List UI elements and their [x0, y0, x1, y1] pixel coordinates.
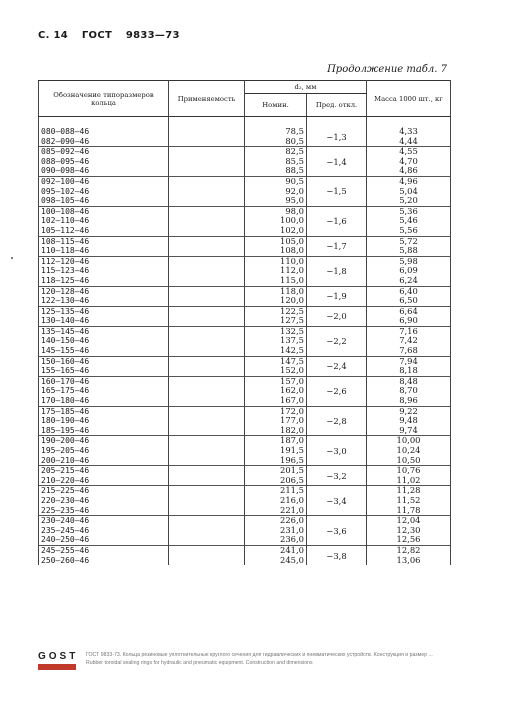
- nominal-cell: [245, 406, 307, 436]
- nominal-cell: [245, 466, 307, 486]
- nominal-cell-value: 137,5: [280, 335, 304, 346]
- nominal-cell-value: 115,0: [280, 274, 304, 285]
- nominal-cell-value: 142,5: [280, 345, 304, 356]
- nominal-cell-value: 100,0: [280, 215, 304, 226]
- mass-cell-value: 4,55: [399, 146, 418, 157]
- tolerance-cell: −2,8: [307, 406, 367, 436]
- mass-cell: [367, 236, 451, 256]
- tolerance-cell: −3,6: [307, 516, 367, 546]
- nominal-cell-value: 90,5: [285, 175, 304, 186]
- application-cell: [169, 147, 245, 177]
- nominal-cell-value: 110,0: [280, 255, 304, 266]
- designation-cell-value: 190—200—46: [41, 436, 90, 446]
- tolerance-cell: −1,5: [307, 176, 367, 206]
- mass-cell-value: 5,36: [399, 205, 418, 216]
- tolerance-cell: −1,7: [307, 236, 367, 256]
- application-cell: [169, 286, 245, 306]
- table-row: [39, 117, 451, 147]
- designation-cell-value: 180—190—46: [41, 416, 90, 426]
- col-mass-header: Масса 1000 шт., кг: [367, 81, 451, 117]
- footer-line-ru: ГОСТ 9833-73. Кольца резиновые уплотнительные круглого сечения для гидравлических и пневматических устройств. Конструкция и размер ...: [86, 652, 433, 658]
- mass-cell-value: 11,28: [396, 485, 421, 496]
- designation-cell: [39, 286, 169, 306]
- application-cell: [169, 356, 245, 376]
- nominal-cell: [245, 286, 307, 306]
- nominal-cell-value: 172,0: [280, 405, 304, 416]
- designation-cell-value: 145—155—46: [41, 346, 90, 356]
- designation-cell-value: 095—102—46: [41, 186, 90, 196]
- nominal-cell-value: 187,0: [280, 435, 304, 446]
- nominal-cell-value: 216,0: [280, 494, 304, 505]
- designation-cell: [39, 176, 169, 206]
- designation-cell: [39, 147, 169, 177]
- mass-cell-value: 12,30: [396, 524, 421, 535]
- designation-cell: [39, 117, 169, 147]
- tolerance-cell: −3,8: [307, 545, 367, 565]
- nominal-cell-value: 98,0: [285, 205, 304, 216]
- designation-cell-value: 105—112—46: [41, 225, 90, 235]
- tolerance-cell: −3,2: [307, 466, 367, 486]
- mass-cell: [367, 326, 451, 356]
- application-cell: [169, 256, 245, 286]
- designation-cell-value: 250—260—46: [41, 555, 90, 565]
- tolerance-cell: −3,0: [307, 436, 367, 466]
- tolerance-cell: −1,6: [307, 206, 367, 236]
- designation-cell-value: 215—225—46: [41, 486, 90, 496]
- nominal-cell: [245, 376, 307, 406]
- designation-cell-value: 230—240—46: [41, 516, 90, 526]
- table-row: [39, 147, 451, 177]
- designation-cell-value: 120—128—46: [41, 286, 90, 296]
- mass-cell: [367, 176, 451, 206]
- designation-cell: [39, 306, 169, 326]
- table-row: [39, 466, 451, 486]
- mass-cell-value: 7,16: [399, 325, 418, 336]
- mass-cell-value: 7,42: [399, 335, 418, 346]
- mass-cell-value: 12,82: [396, 544, 421, 555]
- mass-cell-value: 7,94: [399, 355, 418, 366]
- nominal-cell-value: 196,5: [280, 454, 304, 465]
- designation-cell-value: 220—230—46: [41, 495, 90, 505]
- table-row: [39, 206, 451, 236]
- table-row: [39, 286, 451, 306]
- nominal-cell-value: 221,0: [280, 504, 304, 515]
- designation-cell-value: 165—175—46: [41, 386, 90, 396]
- designation-cell-value: 240—250—46: [41, 535, 90, 545]
- mass-cell-value: 5,88: [399, 245, 418, 256]
- application-cell: [169, 306, 245, 326]
- nominal-cell-value: 80,5: [285, 135, 304, 146]
- table-row: [39, 376, 451, 406]
- designation-cell-value: 088—095—46: [41, 156, 90, 166]
- table-row: [39, 326, 451, 356]
- table-row: [39, 545, 451, 565]
- nominal-cell: [245, 306, 307, 326]
- designation-cell-value: 082—090—46: [41, 136, 90, 146]
- mass-cell-value: 12,04: [396, 515, 421, 526]
- ring-size-table: [38, 80, 451, 565]
- designation-cell: [39, 545, 169, 565]
- nominal-cell: [245, 516, 307, 546]
- standard-label: ГОСТ: [81, 30, 113, 41]
- nominal-cell-value: 177,0: [280, 415, 304, 426]
- mass-cell-value: 7,68: [399, 345, 418, 356]
- designation-cell-value: 135—145—46: [41, 326, 90, 336]
- nominal-cell-value: 226,0: [280, 515, 304, 526]
- designation-cell-value: 175—185—46: [41, 406, 90, 416]
- designation-cell-value: 080—088—46: [41, 127, 90, 136]
- mass-cell-value: 5,04: [399, 185, 418, 196]
- designation-cell-value: 140—150—46: [41, 336, 90, 346]
- mass-cell-value: 6,40: [399, 285, 418, 296]
- designation-cell-value: 112—120—46: [41, 256, 90, 266]
- nominal-cell-value: 102,0: [280, 224, 304, 235]
- designation-cell-value: 108—115—46: [41, 236, 90, 246]
- footer-line-en: Rubber toroidal sealing rings for hydraulic and pneumatic equipment. Construction and dimensions: [86, 659, 313, 666]
- designation-cell-value: 130—140—46: [41, 316, 90, 326]
- table-row: [39, 356, 451, 376]
- page-number: С. 14: [38, 30, 69, 41]
- nominal-cell-value: 147,5: [280, 355, 304, 366]
- nominal-cell-value: 231,0: [280, 524, 304, 535]
- application-cell: [169, 376, 245, 406]
- nominal-cell: [245, 545, 307, 565]
- nominal-cell: [245, 486, 307, 516]
- mass-cell-value: 11,78: [396, 504, 421, 515]
- mass-cell-value: 9,48: [399, 415, 418, 426]
- designation-cell-value: 098—105—46: [41, 196, 90, 206]
- nominal-cell: [245, 176, 307, 206]
- mass-cell: [367, 516, 451, 546]
- designation-cell-value: 125—135—46: [41, 306, 90, 316]
- logo-word: GOST: [38, 651, 79, 662]
- nominal-cell-value: 211,5: [280, 485, 304, 496]
- application-cell: [169, 117, 245, 147]
- mass-cell-value: 6,50: [399, 295, 418, 306]
- designation-cell: [39, 356, 169, 376]
- mass-cell-value: 5,72: [399, 235, 418, 246]
- mass-cell-value: 4,33: [399, 126, 418, 136]
- mass-cell-value: 5,46: [399, 215, 418, 226]
- designation-cell-value: 150—160—46: [41, 356, 90, 366]
- nominal-cell: [245, 147, 307, 177]
- designation-cell-value: 245—255—46: [41, 545, 90, 555]
- nominal-cell-value: 95,0: [285, 195, 304, 206]
- designation-cell: [39, 466, 169, 486]
- nominal-cell-value: 92,0: [285, 185, 304, 196]
- mass-cell-value: 8,70: [399, 385, 418, 396]
- designation-cell-value: 085—092—46: [41, 147, 90, 157]
- designation-cell: [39, 236, 169, 256]
- nominal-cell: [245, 356, 307, 376]
- nominal-cell-value: 241,0: [280, 544, 304, 555]
- designation-cell-value: 102—110—46: [41, 216, 90, 226]
- mass-cell-value: 5,56: [399, 224, 418, 235]
- designation-cell-value: 200—210—46: [41, 455, 90, 465]
- mass-cell: [367, 206, 451, 236]
- application-cell: [169, 206, 245, 236]
- designation-cell-value: 185—195—46: [41, 425, 90, 435]
- application-cell: [169, 545, 245, 565]
- table-body: [39, 117, 451, 566]
- application-cell: [169, 516, 245, 546]
- nominal-cell-value: 88,5: [285, 165, 304, 176]
- nominal-cell-value: 206,5: [280, 474, 304, 485]
- mass-cell-value: 13,06: [396, 554, 421, 565]
- nominal-cell-value: 132,5: [280, 325, 304, 336]
- footer-caption: [86, 652, 498, 667]
- mass-cell-value: 6,64: [399, 305, 418, 316]
- designation-cell: [39, 406, 169, 436]
- designation-cell: [39, 256, 169, 286]
- nominal-cell-value: 167,0: [280, 395, 304, 406]
- designation-cell: [39, 486, 169, 516]
- nominal-cell-value: 122,5: [280, 305, 304, 316]
- tolerance-cell: −2,0: [307, 306, 367, 326]
- nominal-cell: [245, 236, 307, 256]
- mass-cell-value: 10,24: [396, 445, 421, 455]
- application-cell: [169, 486, 245, 516]
- table-row: [39, 486, 451, 516]
- mass-cell-value: 10,76: [396, 465, 421, 476]
- mass-cell-value: 11,52: [396, 494, 421, 505]
- nominal-cell-value: 127,5: [280, 315, 304, 326]
- col-nominal-header: Номин.: [245, 94, 307, 117]
- designation-cell-value: 160—170—46: [41, 376, 90, 386]
- application-cell: [169, 466, 245, 486]
- mass-cell-value: 10,50: [396, 454, 421, 465]
- mass-cell-value: 10,00: [396, 435, 421, 446]
- standard-number: 9833—73: [125, 30, 180, 41]
- nominal-cell-value: 105,0: [280, 235, 304, 246]
- table-row: [39, 256, 451, 286]
- mass-cell: [367, 436, 451, 466]
- mass-cell: [367, 466, 451, 486]
- application-cell: [169, 326, 245, 356]
- mass-cell-value: 9,74: [399, 424, 418, 435]
- designation-cell-value: 235—245—46: [41, 525, 90, 535]
- col-tolerance-header: Пред. откл.: [307, 94, 367, 117]
- application-cell: [169, 436, 245, 466]
- nominal-cell-value: 108,0: [280, 245, 304, 256]
- application-cell: [169, 236, 245, 256]
- table-row: [39, 436, 451, 466]
- nominal-cell-value: 162,0: [280, 385, 304, 396]
- designation-cell-value: 118—125—46: [41, 275, 90, 285]
- nominal-cell-value: 201,5: [280, 465, 304, 476]
- mass-cell-value: 11,02: [396, 474, 421, 485]
- gost-expert-logo: [38, 651, 79, 670]
- mass-cell: [367, 286, 451, 306]
- table-continuation-label: Продолжение табл. 7: [327, 64, 447, 75]
- designation-cell: [39, 326, 169, 356]
- nominal-cell: [245, 326, 307, 356]
- nominal-cell-value: 245,0: [280, 554, 304, 565]
- mass-cell: [367, 147, 451, 177]
- col-d2-header: d₂, мм: [245, 81, 367, 94]
- designation-cell-value: 110—118—46: [41, 246, 90, 256]
- col-application-header: Применяемость: [169, 81, 245, 117]
- mass-cell: [367, 486, 451, 516]
- nominal-cell-value: 82,5: [285, 146, 304, 157]
- designation-cell-value: 100—108—46: [41, 206, 90, 216]
- table-row: [39, 306, 451, 326]
- tolerance-cell: −1,8: [307, 256, 367, 286]
- designation-cell-value: 115—123—46: [41, 266, 90, 276]
- nominal-cell: [245, 256, 307, 286]
- tolerance-cell: −1,4: [307, 147, 367, 177]
- designation-cell-value: 225—235—46: [41, 505, 90, 515]
- nominal-cell-value: 118,0: [280, 285, 304, 296]
- mass-cell-value: 5,20: [399, 195, 418, 206]
- mass-cell-value: 4,86: [399, 165, 418, 176]
- mass-cell-value: 8,18: [399, 365, 418, 376]
- mass-cell: [367, 376, 451, 406]
- designation-cell-value: 092—100—46: [41, 176, 90, 186]
- col-designation-header: Обозначение типоразмеров кольца: [39, 81, 169, 117]
- designation-cell-value: 155—165—46: [41, 366, 90, 376]
- nominal-cell-value: 182,0: [280, 424, 304, 435]
- tolerance-cell: −1,9: [307, 286, 367, 306]
- nominal-cell: [245, 436, 307, 466]
- mass-cell-value: 4,70: [399, 155, 418, 166]
- application-cell: [169, 176, 245, 206]
- nominal-cell-value: 152,0: [280, 365, 304, 376]
- tolerance-cell: −2,6: [307, 376, 367, 406]
- mass-cell-value: 5,98: [399, 255, 418, 266]
- margin-mark: [11, 257, 13, 259]
- mass-cell: [367, 117, 451, 147]
- mass-cell-value: 4,96: [399, 175, 418, 186]
- mass-cell: [367, 545, 451, 565]
- nominal-cell-value: 120,0: [280, 295, 304, 306]
- nominal-cell-value: 191,5: [280, 445, 304, 455]
- nominal-cell-value: 157,0: [280, 375, 304, 386]
- tolerance-cell: −3,4: [307, 486, 367, 516]
- table-row: [39, 516, 451, 546]
- designation-cell-value: 170—180—46: [41, 396, 90, 406]
- application-cell: [169, 406, 245, 436]
- mass-cell: [367, 356, 451, 376]
- designation-cell-value: 205—215—46: [41, 466, 90, 476]
- nominal-cell: [245, 206, 307, 236]
- designation-cell: [39, 206, 169, 236]
- designation-cell-value: 195—205—46: [41, 446, 90, 455]
- tolerance-cell: −1,3: [307, 117, 367, 147]
- nominal-cell-value: 112,0: [280, 265, 304, 276]
- mass-cell-value: 12,56: [396, 534, 421, 545]
- mass-cell: [367, 306, 451, 326]
- mass-cell-value: 6,09: [399, 265, 418, 276]
- designation-cell-value: 210—220—46: [41, 475, 90, 485]
- mass-cell: [367, 256, 451, 286]
- nominal-cell-value: 236,0: [280, 534, 304, 545]
- mass-cell-value: 9,22: [399, 405, 418, 416]
- tolerance-cell: −2,4: [307, 356, 367, 376]
- nominal-cell-value: 78,5: [285, 126, 304, 136]
- mass-cell-value: 4,44: [399, 135, 418, 146]
- nominal-cell-value: 85,5: [285, 155, 304, 166]
- nominal-cell: [245, 117, 307, 147]
- designation-cell-value: 122—130—46: [41, 296, 90, 306]
- table-row: [39, 236, 451, 256]
- table-row: [39, 176, 451, 206]
- mass-cell: [367, 406, 451, 436]
- table-row: [39, 406, 451, 436]
- tolerance-cell: −2,2: [307, 326, 367, 356]
- designation-cell: [39, 436, 169, 466]
- designation-cell-value: 090—098—46: [41, 166, 90, 176]
- logo-accent-bar: [38, 664, 76, 670]
- designation-cell: [39, 376, 169, 406]
- mass-cell-value: 6,90: [399, 315, 418, 326]
- mass-cell-value: 8,48: [399, 375, 418, 386]
- mass-cell-value: 8,96: [399, 395, 418, 406]
- mass-cell-value: 6,24: [399, 274, 418, 285]
- designation-cell: [39, 516, 169, 546]
- page-header: [38, 30, 190, 41]
